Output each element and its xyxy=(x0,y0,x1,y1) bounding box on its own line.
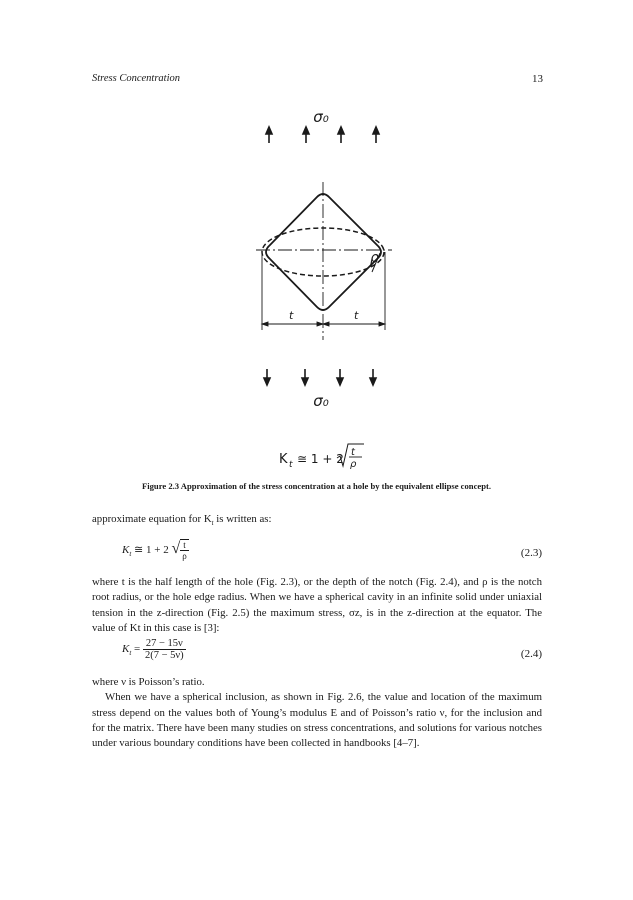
formula-k-subscript: t xyxy=(289,460,293,470)
intro-line xyxy=(92,512,542,531)
intro-text-end: is written as: xyxy=(213,513,272,525)
down-arrow-icon xyxy=(370,369,376,385)
intro-text: approximate equation for K xyxy=(92,513,212,525)
up-arrow-icon xyxy=(303,127,309,143)
eq23-k: K xyxy=(122,543,130,556)
figure-formula xyxy=(279,444,364,470)
formula-denominator: ρ xyxy=(350,459,357,470)
up-arrow-icon xyxy=(338,127,344,143)
down-arrow-icon xyxy=(264,369,270,385)
up-arrow-icon xyxy=(266,127,272,143)
eq23-subscript: t xyxy=(129,549,132,558)
running-header-title: Stress Concentration xyxy=(92,73,180,84)
intro-subscript: t xyxy=(211,519,214,528)
t-right-label: t xyxy=(354,309,359,322)
dimension-line xyxy=(262,322,385,326)
formula-k: K xyxy=(279,452,288,467)
eq24-k: K xyxy=(122,643,130,656)
formula-numerator: t xyxy=(351,447,355,458)
eq23-relation: ≅ 1 + 2 xyxy=(131,543,169,556)
t-left-label: t xyxy=(289,309,294,322)
rho-label: ρ xyxy=(370,250,379,266)
bottom-arrows xyxy=(264,369,376,385)
eq24-relation: = xyxy=(131,643,144,656)
equation-number-2-4: (2.4) xyxy=(520,648,542,660)
top-load-label: σ₀ xyxy=(313,108,329,126)
paragraph-1-block xyxy=(92,575,542,636)
equation-number-2-3: (2.3) xyxy=(520,547,542,559)
eq23-denominator: ρ xyxy=(182,551,187,561)
down-arrow-icon xyxy=(302,369,308,385)
page-number: 13 xyxy=(532,73,543,85)
paragraph-2: where ν is Poisson’s ratio. xyxy=(92,676,205,688)
top-arrows xyxy=(266,127,379,143)
eq24-subscript: t xyxy=(129,649,132,658)
eq24-numerator: 27 − 15ν xyxy=(143,638,186,650)
formula-relation: ≅ 1 + 2 xyxy=(297,452,344,466)
equation-2-4 xyxy=(92,638,542,661)
eq23-numerator: t xyxy=(180,540,189,551)
down-arrow-icon xyxy=(337,369,343,385)
equation-2-3: $K_t$ ≅ 1 + 2 √ $\frac{t}{\rho}$ (2.3) xyxy=(122,539,542,561)
paragraph-3: When we have a spherical inclusion, as shown in Fig. 2.6, the value and location of the maximum stress depend on the values both of Young’s modulus E and of Poisson’s ratio ν, for the inclusion and for the matrix. There have been many studies on stress concentrations, and solutions for various notches under various boundary conditions have been collected in handbooks [4–7]. xyxy=(92,691,542,750)
bottom-load-label: σ₀ xyxy=(313,392,329,410)
paragraph-1: where t is the half length of the hole (Fig. 2.3), or the depth of the notch (Fig. 2.4), and ρ is the notch root radius, or the hole edge radius. When we have a spherical cavity in an infinite solid under uniaxial tension in the z-direction (Fig. 2.5) the maximum stress, σz, is in the z-direction at the equator. The value of Kt in this case is [3]: xyxy=(92,576,542,634)
paragraph-2-3-block xyxy=(92,675,542,751)
eq24-denominator: 2(7 − 5ν) xyxy=(145,650,184,661)
figure-caption: Figure 2.3 Approximation of the stress concentration at a hole by the equivalent ellipse concept. xyxy=(142,481,491,491)
up-arrow-icon xyxy=(373,127,379,143)
diamond-hole-outline xyxy=(266,194,381,310)
